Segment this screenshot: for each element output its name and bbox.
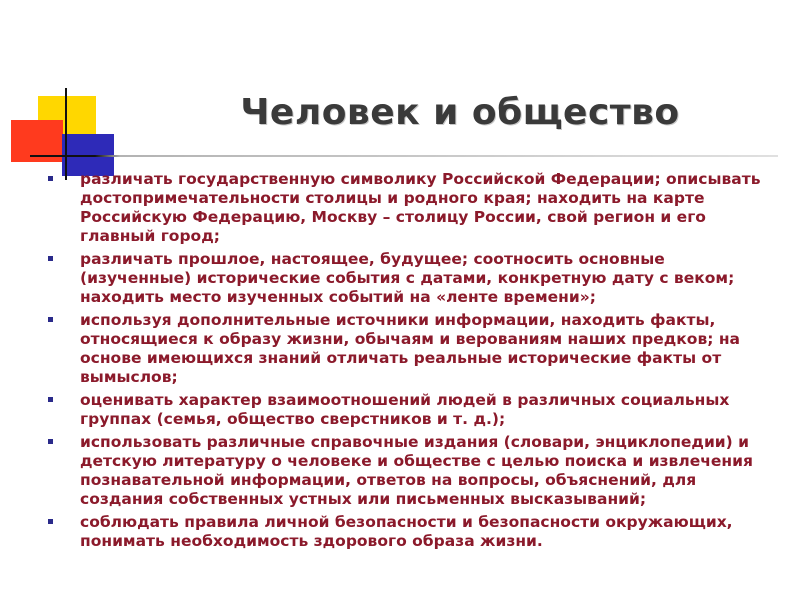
list-item-text: соблюдать правила личной безопасности и безопасности окружающих, понимать необходимость здорового образа жизни. [80,513,733,550]
list-item-text: используя дополнительные источники информации, находить факты, относящиеся к образу жизни, обычаям и верованиям наших предков; на основе имеющихся знаний отличать реальные исторические факты от вымыслов; [80,311,741,386]
horizontal-rule [30,155,778,157]
slide-title: Человек и общество [240,92,680,133]
list-item-text: различать государственную символику Российской Федерации; описывать достопримечательности столицы и родного края; находить на карте Российскую Федерацию, Москву – столицу России, свой регион и его главный город; [80,170,761,245]
list-item-text: использовать различные справочные издания (словари, энциклопедии) и детскую литературу о человеке и обществе с целью поиска и извлечения познавательной информации, ответов на вопросы, объяснений, для создания собственных устных или письменных высказываний; [80,433,753,508]
bullet-icon [48,519,53,524]
bullet-icon [48,176,53,181]
bullet-icon [48,317,53,322]
list-item [48,170,778,246]
list-item-text: оценивать характер взаимоотношений людей в различных социальных группах (семья, общество сверстников и т. д.); [80,391,730,428]
list-item [48,250,778,307]
vertical-rule [65,88,67,180]
decorative-logo-blocks [0,0,120,180]
list-item [48,311,778,387]
list-item [48,433,778,509]
list-item [48,391,778,429]
bullet-icon [48,439,53,444]
bullet-icon [48,397,53,402]
list-item-text: различать прошлое, настоящее, будущее; соотносить основные (изученные) исторические события с датами, конкретную дату с веком; находить место изученных событий на «ленте времени»; [80,250,735,306]
bullet-list [48,170,778,555]
bullet-icon [48,256,53,261]
list-item [48,513,778,551]
